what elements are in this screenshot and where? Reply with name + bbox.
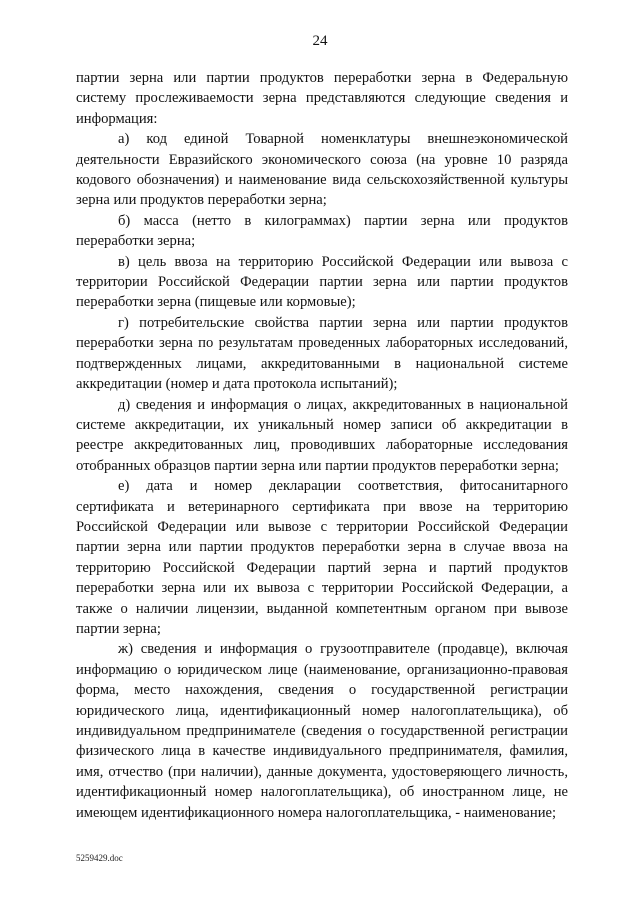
item-v-paragraph: в) цель ввоза на территорию Российской Федерации или вывоза с территории Российской Федерации партии зерна или партии продуктов переработки зерна (пищевые или кормовые);: [76, 253, 568, 311]
document-body: [76, 68, 568, 823]
item-g-paragraph: г) потребительские свойства партии зерна или партии продуктов переработки зерна по результатам проведенных лабораторных исследований, подтвержденных лицами, аккредитованными в национальной системе аккредитации (номер и дата протокола испытаний);: [76, 314, 568, 393]
item-d-paragraph: д) сведения и информация о лицах, аккредитованных в национальной системе аккредитации, их уникальный номер записи об аккредитации в реестре аккредитованных лиц, проводивших лабораторные исследования отобранных образцов партии зерна или партии продуктов переработки зерна;: [76, 396, 568, 474]
item-b-paragraph: б) масса (нетто в килограммах) партии зерна или продуктов переработки зерна;: [76, 212, 568, 250]
item-a-paragraph: а) код единой Товарной номенклатуры внешнеэкономической деятельности Евразийского экономического союза (на уровне 10 разряда кодового обозначения) и наименование вида сельскохозяйственной культуры зерна или продуктов переработки зерна;: [76, 131, 568, 209]
document-file-code: 5259429.doc: [76, 853, 123, 863]
intro-paragraph: партии зерна или партии продуктов переработки зерна в Федеральную систему прослеживаемости зерна представляются следующие сведения и информация:: [76, 70, 568, 127]
item-zh-paragraph: ж) сведения и информация о грузоотправителе (продавце), включая информацию о юридическом лице (наименование, организационно-правовая форма, место нахождения, сведения о государственной регистрации юридического лица, идентификационный номер налогоплательщика), об индивидуальном предпринимателе (сведения о государственной регистрации физического лица в качестве индивидуального предпринимателя, фамилия, имя, отчество (при наличии), данные документа, удостоверяющего личность, идентификационный номер налогоплательщика), об иностранном лице, не имеющем идентификационного номера налогоплательщика, - наименование;: [76, 641, 568, 821]
item-e-paragraph: е) дата и номер декларации соответствия, фитосанитарного сертификата и ветеринарного сертификата при ввозе на территорию Российской Федерации или вывозе с территории Российской Федерации партии зерна или партии продуктов переработки зерна в случае ввоза на территорию Российской Федерации партий зерна и партий продуктов переработки зерна или их вывоза с территории Российской Федерации, а также о наличии лицензии, выданной компетентным органом при вывозе партии зерна;: [76, 478, 568, 637]
page-number: 24: [312, 33, 328, 49]
